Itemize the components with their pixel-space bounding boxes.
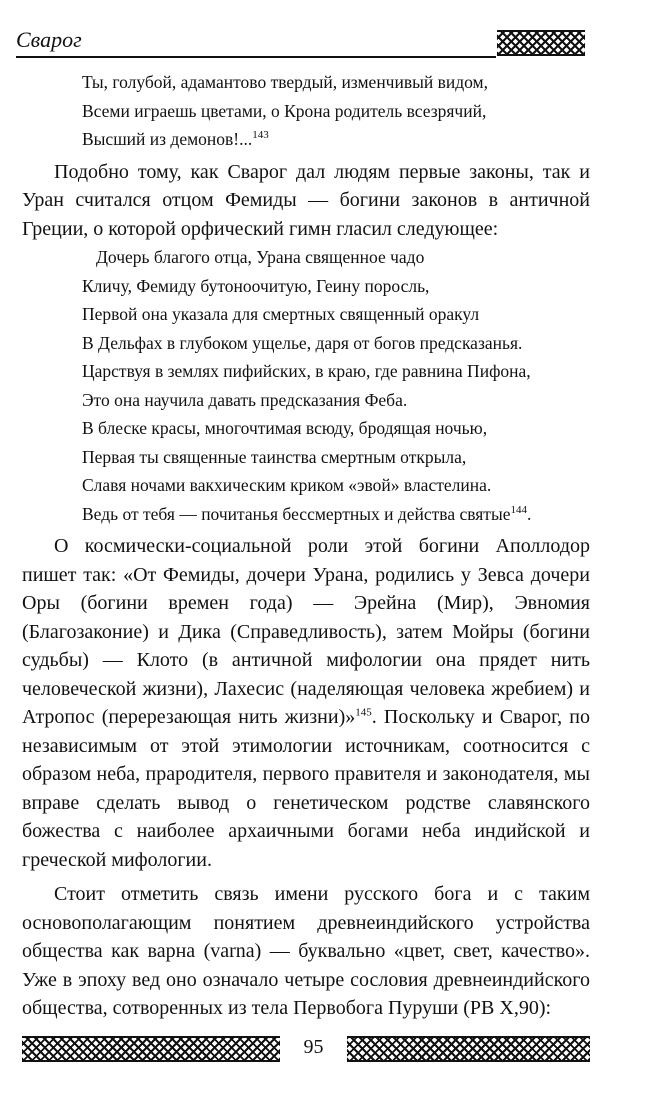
- page-footer: [22, 1034, 590, 1060]
- verse-line: Первая ты священные таинства смертным открыла,: [82, 446, 467, 467]
- verse-line: Дочерь благого отца, Урана священное чадо: [96, 247, 425, 267]
- verse-line-text: Высший из демонов!...: [82, 129, 253, 149]
- paragraph-text: . Поскольку и Сварог, по независимым от этой этимологии источникам, соотносится с образом неба, прародителя, первого правителя и законодателя, мы вправе сделать вывод о генетическом родстве славянского божества с наиболее архаичными богами неба индийской и греческой мифологии.: [22, 706, 591, 871]
- footnote-ref: 144: [510, 503, 527, 516]
- running-title: Сварог: [16, 27, 82, 52]
- footer-ornament-left: [22, 1036, 280, 1062]
- verse-hymn-uranus: [22, 68, 590, 154]
- verse-line: Ты, голубой, адамантово твердый, изменчивый видом,: [82, 72, 489, 92]
- paragraph: [22, 532, 590, 874]
- header-rule: [16, 56, 496, 58]
- footnote-ref: 145: [355, 706, 372, 719]
- footer-ornament-right: [347, 1036, 590, 1062]
- verse-line-text: Ведь от тебя — почитанья бессмертных и действа святые: [82, 503, 511, 524]
- paragraph-text: О космически-социальной роли этой богини Аполлодор пишет так: «От Фемиды, дочери Урана, родились у Зевса дочери Оры (богини времен года) — Эрейна (Мир), Эвномия (Благозаконие) и Дика (Справедливость), затем Мойры (богини судьбы) — Клото (в античной мифологии она прядет нить человеческой жизни), Лахесис (наделяющая человека жребием) и Атропос (перерезающая нить жизни)»: [22, 535, 590, 728]
- footnote-ref: 143: [252, 129, 269, 142]
- verse-line: Всеми играешь цветами, о Крона родитель всезрячий,: [82, 100, 487, 121]
- header-ornament: [497, 30, 585, 56]
- verse-line: Царствуя в землях пифийских, в краю, где равнина Пифона,: [82, 361, 531, 381]
- page-text: [22, 68, 590, 1023]
- verse-line: В блеске красы, многочтимая всюду, бродящая ночью,: [82, 418, 488, 438]
- verse-line: В Дельфах в глубоком ущелье, даря от богов предсказанья.: [82, 332, 523, 353]
- page-number: 95: [303, 1036, 324, 1058]
- verse-line: Ведь от тебя — почитанья бессмертных и действа святые$^{144}$.: [82, 503, 532, 524]
- verse-hymn-themis: [22, 243, 590, 528]
- paragraph: Стоит отметить связь имени русского бога и с таким основополагающим понятием древнеиндийского устройства общества как варна (varna) — буквально «цвет, свет, качество». Уже в эпоху вед оно означало четыре сословия древнеиндийского общества, сотворенных из тела Первобога Пуруши (РВ X,90):: [22, 883, 590, 1019]
- paragraph: Подобно тому, как Сварог дал людям первые законы, так и Уран считался отцом Фемиды — богини законов в античной Греции, о которой орфический гимн гласил следующее:: [22, 160, 590, 240]
- verse-line: Первой она указала для смертных священный оракул: [82, 304, 480, 324]
- verse-line: [82, 125, 590, 154]
- verse-line: Это она научила давать предсказания Феба.: [82, 389, 408, 410]
- verse-line: Славя ночами вакхическим криком «эвой» властелина.: [82, 475, 492, 495]
- verse-line: Кличу, Фемиду бутоноочитую, Геину поросль,: [82, 275, 430, 296]
